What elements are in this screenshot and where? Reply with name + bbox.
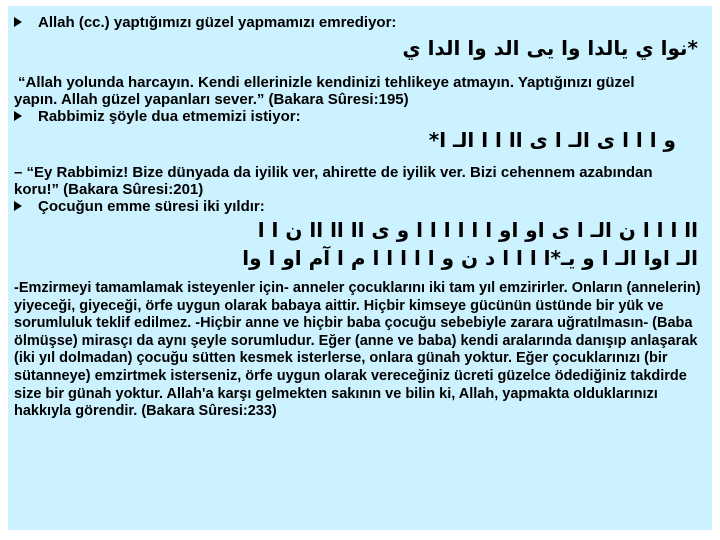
translation-1-line-1: “Allah yolunda harcayın. Kendi ellerinizle kendinizi tehlikeye atmayın. Yaptığınızı güzel xyxy=(18,74,635,91)
arabic-verse-1: *نوا ي يالدا وا يى الد وا الدا ي xyxy=(402,36,698,60)
translation-1-line-2: yapın. Allah güzel yapanları sever.” (Bakara Sûresi:195) xyxy=(14,91,409,108)
arabic-verse-2: و ا ا ا ى الـ ا ى اا ا ا الـ ا* xyxy=(428,128,676,152)
arrow-bullet-icon xyxy=(14,201,22,211)
bullet-text: Rabbimiz şöyle dua etmemizi istiyor: xyxy=(38,108,301,125)
arrow-bullet-icon xyxy=(14,17,22,27)
bullet-text: Allah (cc.) yaptığımızı güzel yapmamızı emrediyor: xyxy=(38,14,397,31)
translation-2-line-1: – “Ey Rabbimiz! Bize dünyada da iyilik ver, ahirette de iyilik ver. Bizi cehennem azabından xyxy=(14,164,653,181)
bullet-text: Çocuğun emme süresi iki yıldır: xyxy=(38,198,265,215)
bullet-item-3 xyxy=(14,198,265,215)
slide-background xyxy=(8,6,712,530)
bullet-item-2 xyxy=(14,108,301,125)
arabic-verse-3-line-2: الـ اوا الـ ا و يـ*ا ا ا ا د ن و ا ا ا ا ا م ا آم او ا وا xyxy=(242,246,698,270)
arabic-verse-3-line-1: اا ا ا ا ن الـ ا ى او او ا ا ا ا ا ا و ى اا اا اا ن ا ا xyxy=(257,218,698,242)
arrow-bullet-icon xyxy=(14,111,22,121)
translation-2-line-2: koru!” (Bakara Sûresi:201) xyxy=(14,181,204,198)
translation-3-paragraph: -Emzirmeyi tamamlamak isteyenler için- anneler çocuklarını iki tam yıl emzirirler. Onların (annelerin) yiyeceği, giyeceği, örfe uygun olarak babaya aittir. Hiçbir kimseye gücünün üstünde bir yük ve sorumluluk teklif edilmez. -Hiçbir anne ve hiçbir baba çocuğu sebebiyle zarara uğratılmasın- (Baba ölmüşse) mirasçı da aynı şeyle sorumludur. Eğer (anne ve baba) kendi aralarında danışıp anlaşarak (iki yıl dolmadan) çocuğu sütten kesmek isterlerse, onlara günah yoktur. Eğer çocuklarınızı (bir sütanneye) emzirtmek isterseniz, örfe uygun olarak vereceğiniz ücreti güzelce ödediğiniz takdirde size bir günah yoktur. Allah'a karşı gelmekten sakının ve bilin ki, Allah, yapmakta olduklarınızı hakkıyla görendir. (Bakara Sûresi:233) xyxy=(14,280,701,420)
bullet-item-1 xyxy=(14,14,396,31)
